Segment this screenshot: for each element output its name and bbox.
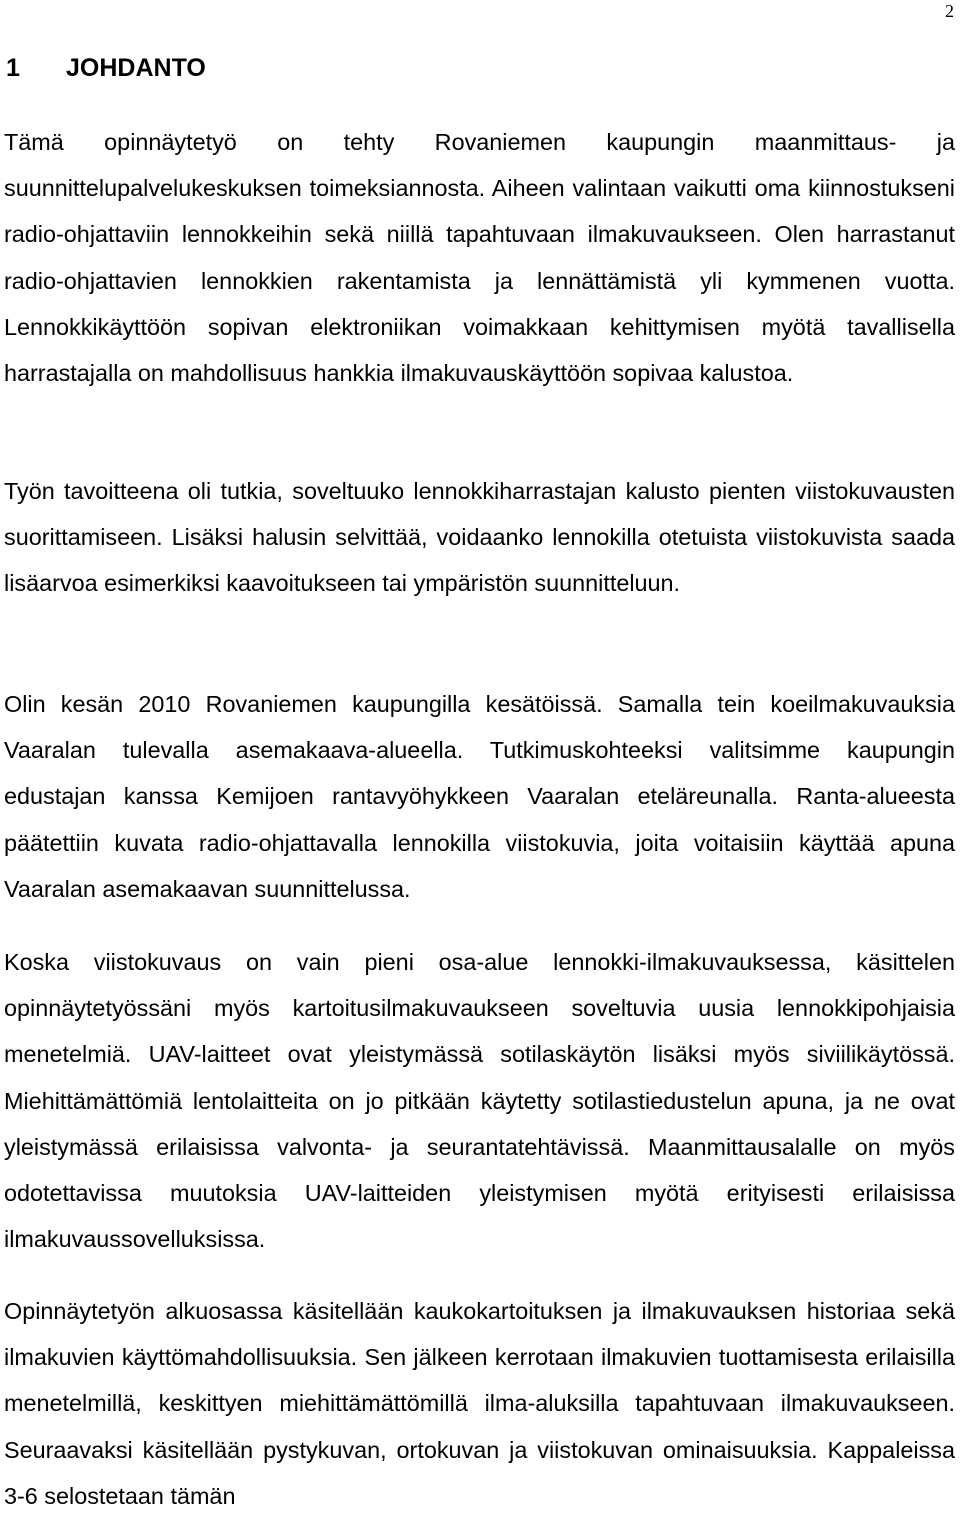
paragraph-structure: Opinnäytetyön alkuosassa käsitellään kaukokartoituksen ja ilmakuvauksen historiaa sekä ilmakuvien käyttömahdollisuuksia. Sen jälkeen kerrotaan ilmakuvien tuottamisesta erilaisilla menetelmillä, keskittyen miehittämättömillä ilma-aluksilla tapahtuvaan ilmakuvaukseen. Seuraavaksi käsitellään pystykuvan, ortokuvan ja viistokuvan ominaisuuksia. Kappaleissa 3-6 selostetaan tämän (4, 1298, 955, 1509)
chapter-heading (6, 52, 206, 84)
paragraph-uav: Koska viistokuvaus on vain pieni osa-alue lennokki-ilmakuvauksessa, käsittelen opinnäytetyössäni myös kartoitusilmakuvaukseen soveltuvia uusia lennokkipohjaisia menetelmiä. UAV-laitteet ovat yleistymässä sotilaskäytön lisäksi myös siviilikäytössä. Miehittämättömiä lentolaitteita on jo pitkään käytetty sotilastiedustelun apuna, ja ne ovat yleistymässä erilaisissa valvonta- ja seurantatehtävissä. Maanmittausalalle on myös odotettavissa muutoksia UAV-laitteiden yleistymisen myötä erityisesti erilaisissa ilmakuvaussovelluksissa. (4, 949, 955, 1253)
chapter-number: 1 (6, 54, 20, 82)
paragraph-objective: Työn tavoitteena oli tutkia, soveltuuko lennokkiharrastajan kalusto pienten viistokuvausten suorittamiseen. Lisäksi halusin selvittää, voidaanko lennokilla otetuista viistokuvista saada lisäarvoa esimerkiksi kaavoitukseen tai ympäristön suunnitteluun. (4, 478, 955, 597)
paragraph-intro: Tämä opinnäytetyö on tehty Rovaniemen kaupungin maanmittaus- ja suunnittelupalvelukeskuksen toimeksiannosta. Aiheen valintaan vaikutti oma kiinnostukseni radio-ohjattaviin lennokkeihin sekä niillä tapahtuvaan ilmakuvaukseen. Olen harrastanut radio-ohjattavien lennokkien rakentamista ja lennättämistä yli kymmenen vuotta. Lennokkikäyttöön sopivan elektroniikan voimakkaan kehittymisen myötä tavallisella harrastajalla on mahdollisuus hankkia ilmakuvauskäyttöön sopivaa kalustoa. (4, 129, 955, 387)
page-number: 2 (945, 1, 954, 21)
chapter-title: JOHDANTO (66, 54, 206, 82)
paragraph-summer-work: Olin kesän 2010 Rovaniemen kaupungilla kesätöissä. Samalla tein koeilmakuvauksia Vaaralan tulevalla asemakaava-alueella. Tutkimuskohteeksi valitsimme kaupungin edustajan kanssa Kemijoen rantavyöhykkeen Vaaralan eteläreunalla. Ranta-alueesta päätettiin kuvata radio-ohjattavalla lennokilla viistokuvia, joita voitaisiin käyttää apuna Vaaralan asemakaavan suunnittelussa. (4, 691, 955, 902)
